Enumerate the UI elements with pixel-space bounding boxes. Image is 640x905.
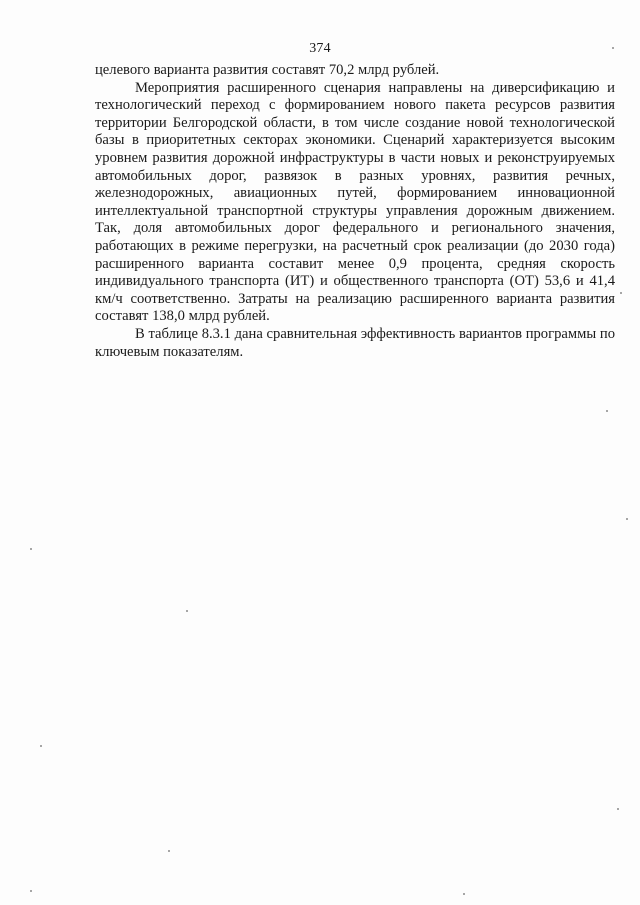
scan-speck: [620, 292, 622, 294]
scan-speck: [463, 893, 465, 895]
scan-speck: [606, 410, 608, 412]
page-number: 374: [309, 41, 331, 56]
scan-speck: [617, 808, 619, 810]
paragraph-continuation: целевого варианта развития составят 70,2 млрд рублей.: [95, 62, 440, 78]
scan-speck: [612, 47, 614, 49]
scan-speck: [30, 890, 32, 892]
scan-speck: [40, 745, 42, 747]
scan-speck: [30, 548, 32, 550]
body-text: [95, 62, 615, 361]
paragraph-table-reference: В таблице 8.3.1 дана сравнительная эффективность вариантов программы по ключевым показателям.: [95, 325, 615, 360]
scan-speck: [168, 850, 170, 852]
scan-speck: [626, 518, 628, 520]
paragraph-extended-scenario: Мероприятия расширенного сценария направлены на диверсификацию и технологический переход с формированием нового пакета ресурсов развития территории Белгородской области, в том числе создание новой технологической базы в приоритетных секторах экономики. Сценарий характеризуется высоким уровнем развития дорожной инфраструктуры в части новых и реконструируемых автомобильных дорог, развязок в разных уровнях, развития речных, железнодорожных, авиационных путей, формированием инновационной интеллектуальной транспортной структуры управления дорожным движением. Так, доля автомобильных дорог федерального и регионального значения, работающих в режиме перегрузки, на расчетный срок реализации (до 2030 года) расширенного варианта составит менее 0,9 процента, средняя скорость индивидуального транспорта (ИТ) и общественного транспорта (ОТ) 53,6 и 41,4 км/ч соответственно. Затраты на реализацию расширенного варианта развития составят 138,0 млрд рублей.: [95, 79, 615, 325]
scan-speck: [186, 610, 188, 612]
